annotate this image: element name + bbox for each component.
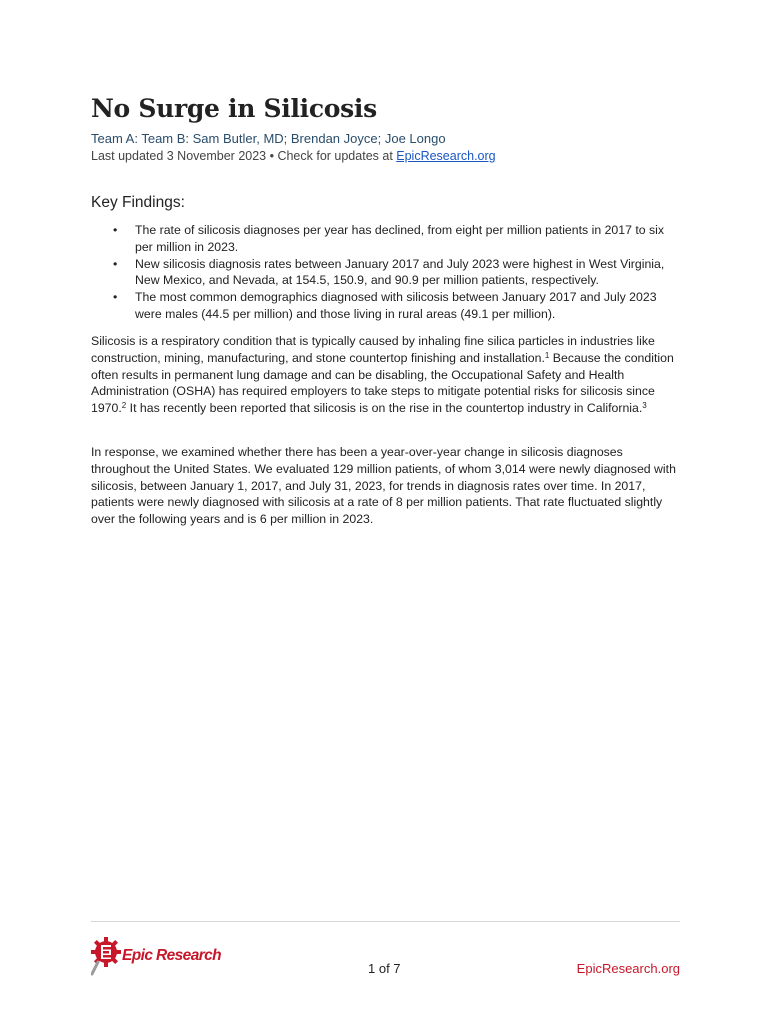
footnote-ref[interactable]: 1 <box>544 350 550 360</box>
response-paragraph: In response, we examined whether there has been a year-over-year change in silicosis diagnoses throughout the United States. We evaluated 129 million patients, of whom 3,014 were newly diagnosed with silicosis, between January 1, 2017, and July 31, 2023, for trends in diagnosis rates over time. In 2017, patients were newly diagnosed with silicosis at a rate of 8 per million patients. That rate fluctuated slightly over the following years and is 6 per million in 2023. <box>91 445 676 527</box>
paragraph-text: It has recently been reported that silicosis is on the rise in the countertop industry in California. <box>126 401 643 416</box>
intro-paragraph <box>91 333 681 417</box>
footer-site-link[interactable]: EpicResearch.org <box>576 961 680 976</box>
finding-text: New silicosis diagnosis rates between January 2017 and July 2023 were highest in West Virginia, New Mexico, and Nevada, at 154.5, 150.9, and 90.9 per million patients, respectively. <box>135 256 665 288</box>
list-item <box>91 256 681 290</box>
updated-text: Last updated 3 November 2023 • Check for updates at <box>91 149 397 163</box>
finding-text: The most common demographics diagnosed with silicosis between January 2017 and July 2023 were males (44.5 per million) and those living in rural areas (49.1 per million). <box>135 290 657 321</box>
finding-text: The rate of silicosis diagnoses per year has declined, from eight per million patients in 2017 to six per million in 2023. <box>135 223 665 254</box>
logo-wordmark: Epic Research <box>122 947 222 964</box>
updated-line <box>91 149 496 163</box>
epicresearch-link[interactable]: EpicResearch.org <box>396 149 496 163</box>
key-findings-list <box>91 222 681 323</box>
key-findings-heading: Key Findings: <box>91 194 185 211</box>
bullet-icon: • <box>113 223 118 237</box>
list-item <box>91 222 681 256</box>
bullet-icon: • <box>113 290 118 305</box>
footnote-ref[interactable]: 3 <box>642 401 647 411</box>
paragraph-text: Because the condition often results in permanent lung damage and can be disabling, the Occupational Safety and Health Administration (OSHA) has required employers to take steps to mitigate potential risks for silicosis since 1970. <box>91 350 674 416</box>
epic-logo-icon <box>91 937 125 977</box>
footnote-ref[interactable]: 2 <box>121 401 127 411</box>
bullet-icon: • <box>113 256 118 271</box>
page-number: 1 of 7 <box>368 961 401 976</box>
page-title: No Surge in Silicosis <box>91 94 377 123</box>
paragraph-text: Silicosis is a respiratory condition that is typically caused by inhaling fine silica particles in industries like construction, mining, manufacturing, and stone countertop finishing and installation. <box>91 334 655 365</box>
list-item <box>91 289 681 323</box>
author-line: Team A: Team B: Sam Butler, MD; Brendan Joyce; Joe Longo <box>91 131 446 146</box>
epic-research-logo <box>91 937 233 977</box>
footer-divider <box>91 921 680 922</box>
